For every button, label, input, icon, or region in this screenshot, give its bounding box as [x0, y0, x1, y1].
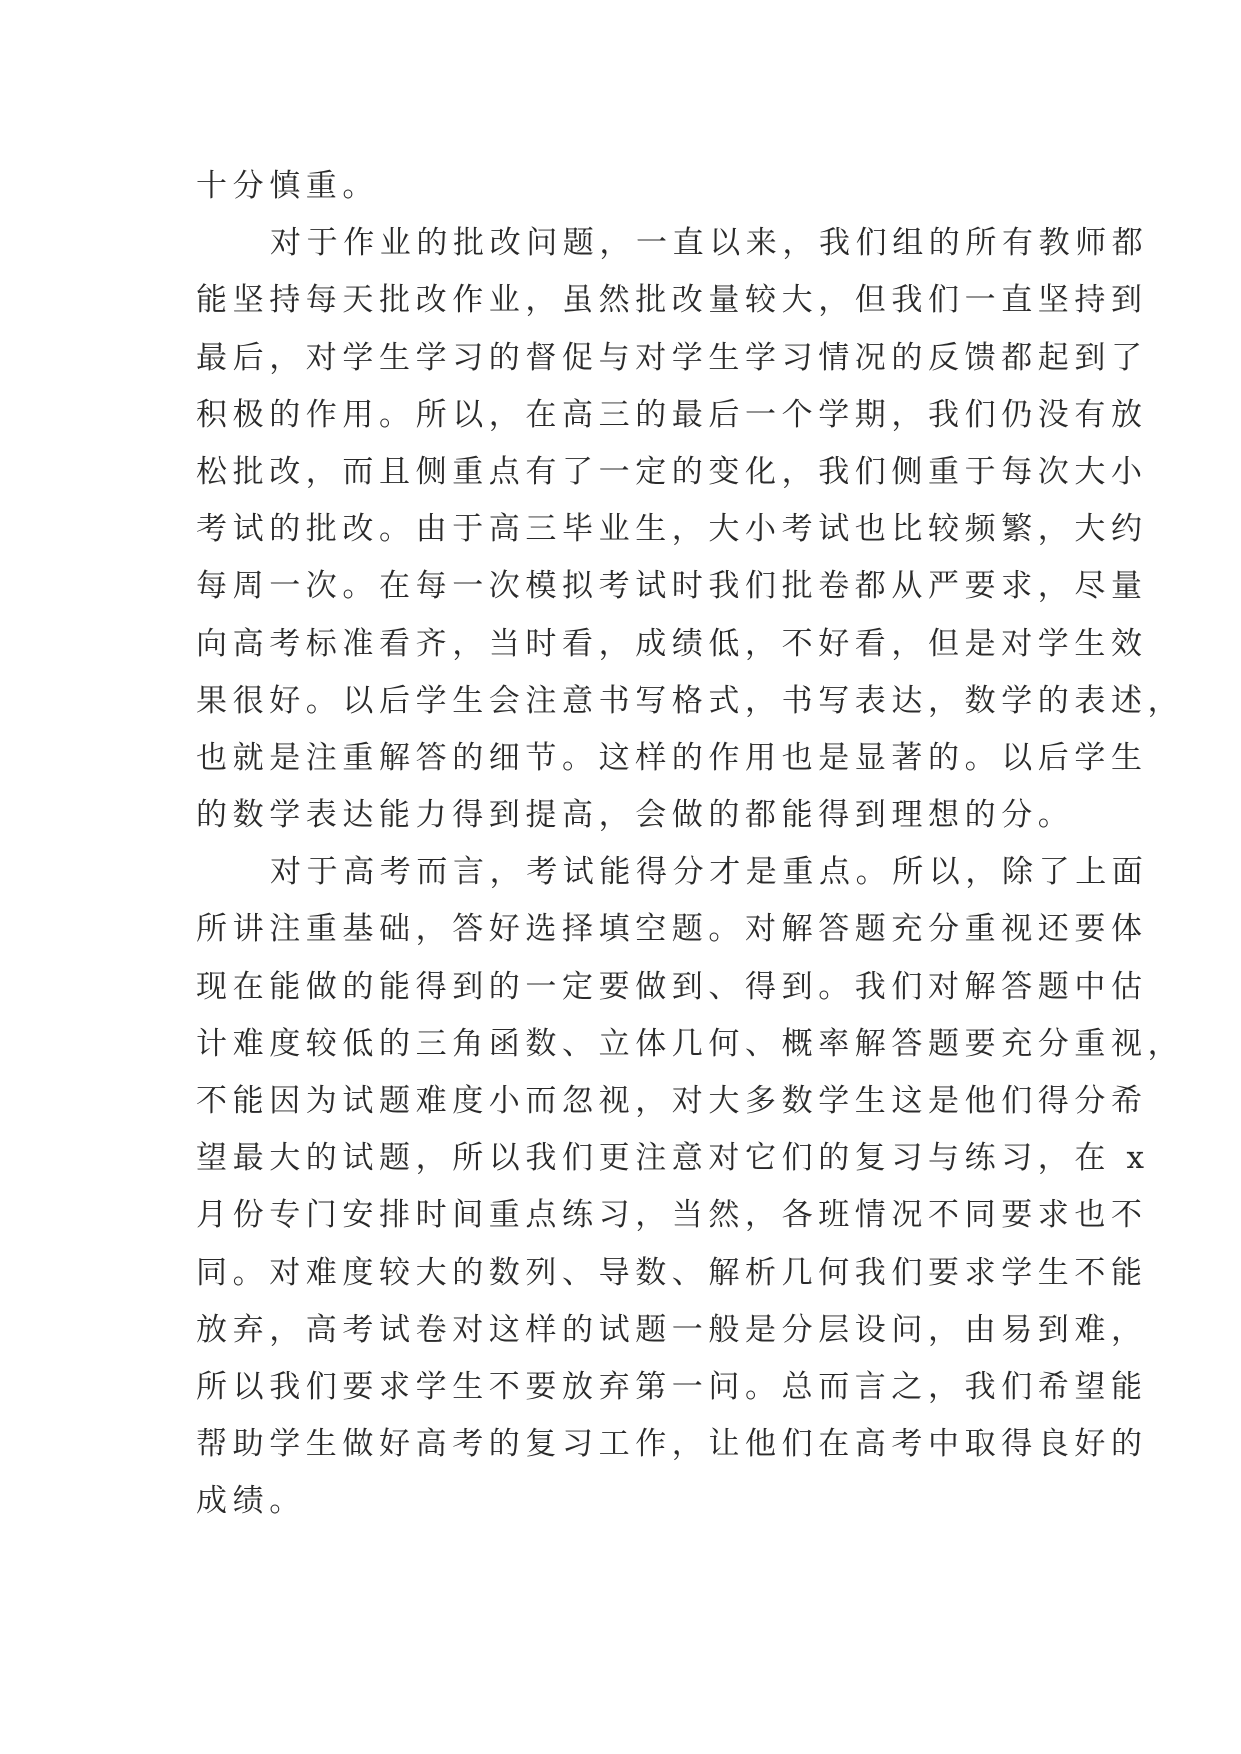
text-line: 望最大的试题，所以我们更注意对它们的复习与练习，在 x	[196, 1140, 1150, 1177]
text-line: 也就是注重解答的细节。这样的作用也是显著的。以后学生	[196, 739, 1148, 776]
paragraph-start-line: 对于作业的批改问题，一直以来，我们组的所有教师都	[270, 225, 1149, 262]
text-line: 成绩。	[196, 1483, 306, 1520]
text-line: 计难度较低的三角函数、立体几何、概率解答题要充分重视，	[196, 1025, 1185, 1062]
text-line: 积极的作用。所以，在高三的最后一个学期，我们仍没有放	[196, 396, 1148, 433]
text-line: 的数学表达能力得到提高，会做的都能得到理想的分。	[196, 797, 1075, 834]
text-line: 考试的批改。由于高三毕业生，大小考试也比较频繁，大约	[196, 511, 1148, 548]
text-line: 所讲注重基础，答好选择填空题。对解答题充分重视还要体	[196, 911, 1148, 948]
text-line: 最后，对学生学习的督促与对学生学习情况的反馈都起到了	[196, 339, 1148, 376]
text-line: 现在能做的能得到的一定要做到、得到。我们对解答题中估	[196, 968, 1148, 1005]
text-line: 月份专门安排时间重点练习，当然，各班情况不同要求也不	[196, 1197, 1148, 1234]
text-line: 帮助学生做好高考的复习工作，让他们在高考中取得良好的	[196, 1426, 1148, 1463]
text-line: 能坚持每天批改作业，虽然批改量较大，但我们一直坚持到	[196, 282, 1148, 319]
text-line: 松批改，而且侧重点有了一定的变化，我们侧重于每次大小	[196, 453, 1148, 490]
text-line: 所以我们要求学生不要放弃第一问。总而言之，我们希望能	[196, 1368, 1148, 1405]
text-line: 十分慎重。	[196, 168, 379, 204]
text-line: 每周一次。在每一次模拟考试时我们批卷都从严要求，尽量	[196, 568, 1148, 605]
paragraph-start-line: 对于高考而言，考试能得分才是重点。所以，除了上面	[270, 854, 1149, 891]
text-line: 同。对难度较大的数列、导数、解析几何我们要求学生不能	[196, 1254, 1148, 1291]
text-line: 果很好。以后学生会注意书写格式，书写表达，数学的表述，	[196, 682, 1185, 719]
text-line: 放弃，高考试卷对这样的试题一般是分层设问，由易到难，	[196, 1311, 1148, 1348]
text-line: 不能因为试题难度小而忽视，对大多数学生这是他们得分希	[196, 1083, 1148, 1119]
body-text	[196, 158, 1185, 1531]
text-line: 向高考标准看齐，当时看，成绩低，不好看，但是对学生效	[196, 625, 1148, 662]
